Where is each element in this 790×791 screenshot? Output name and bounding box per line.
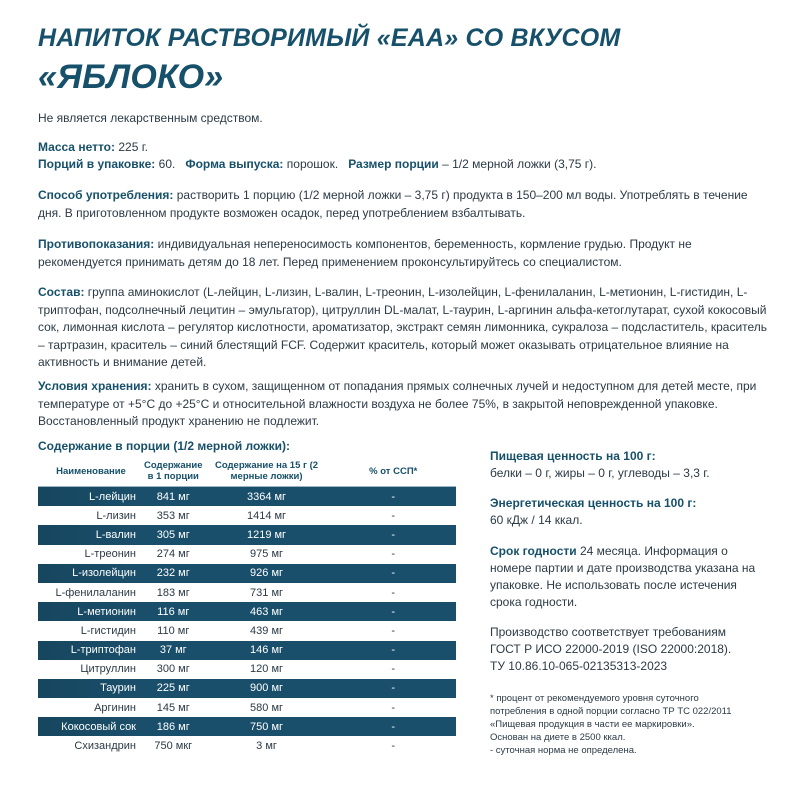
cell-percent: - xyxy=(331,487,456,507)
cell-name: L-метионин xyxy=(38,602,144,621)
portion-size-value: – 1/2 мерной ложки (3,75 г). xyxy=(442,157,597,171)
form-label: Форма выпуска: xyxy=(185,157,284,171)
cell-per-15g: 3 мг xyxy=(256,740,277,753)
table-row xyxy=(38,679,456,698)
cell-per-15g: 1414 мг xyxy=(246,509,287,522)
usage-label: Способ употребления: xyxy=(38,188,174,202)
cell-per-portion: 305 мг xyxy=(144,525,203,544)
contraindications-text: индивидуальная непереносимость компонентов, беременность, кормление грудью. Продукт не рекомендуется принимать детям до 18 лет. Перед применением проконсультируйтесь со специалистом. xyxy=(38,237,692,269)
table-row xyxy=(38,525,456,544)
cell-per-15g: 463 мг xyxy=(203,602,331,621)
cell-name: L-лейцин xyxy=(38,487,144,507)
contraindications-section xyxy=(38,236,768,271)
table-row xyxy=(38,660,456,679)
cell-name: Цитруллин xyxy=(80,663,136,676)
cell-per-15g: 120 мг xyxy=(250,663,284,676)
cell-name: L-гистидин xyxy=(80,624,136,637)
cell-per-portion: 750 мкг xyxy=(154,740,193,753)
footnote-line-4: Основан на диете в 2500 ккал. xyxy=(490,732,626,743)
header-name: Наименование xyxy=(38,456,144,487)
cell-name: L-фенилаланин xyxy=(55,586,136,599)
cell-per-15g: 900 мг xyxy=(203,679,331,698)
cell-name: L-треонин xyxy=(84,548,136,561)
net-mass-label: Масса нетто: xyxy=(38,140,116,154)
cell-per-portion: 274 мг xyxy=(156,548,190,561)
header-per-portion: Содержание в 1 порции xyxy=(144,456,203,487)
net-mass xyxy=(38,139,768,157)
cell-percent: - xyxy=(391,663,396,676)
cell-per-15g: 926 мг xyxy=(203,564,331,583)
cell-per-portion: 232 мг xyxy=(144,564,203,583)
cell-percent: - xyxy=(331,564,456,583)
cell-percent: - xyxy=(331,679,456,698)
title-line-2: «ЯБЛОКО» xyxy=(38,58,224,96)
portions-count-label: Порций в упаковке: xyxy=(38,157,156,171)
table-header-row xyxy=(38,456,456,487)
cell-percent: - xyxy=(331,602,456,621)
cell-per-15g: 439 мг xyxy=(250,624,284,637)
portion-size-label: Размер порции xyxy=(348,157,439,171)
cell-percent: - xyxy=(391,548,396,561)
footnote-line-5: - суточная норма не определена. xyxy=(490,745,637,756)
shelf-life-text: 24 месяца. Информация о номере партии и дате производства указана на упаковке. Не использовать после истечения срока годности. xyxy=(490,544,756,609)
cell-percent: - xyxy=(331,641,456,660)
composition-label: Состав: xyxy=(38,285,85,299)
cell-per-portion: 116 мг xyxy=(144,602,203,621)
cell-per-portion: 145 мг xyxy=(156,701,190,714)
shelf-life-label: Срок годности xyxy=(490,544,577,558)
cell-name: Таурин xyxy=(38,679,144,698)
cell-per-15g: 580 мг xyxy=(250,701,284,714)
cell-per-15g: 1219 мг xyxy=(203,525,331,544)
header-per-15g: Содержание на 15 г (2 мерные ложки) xyxy=(203,456,331,487)
table-row xyxy=(38,698,456,717)
net-mass-value: 225 г. xyxy=(118,140,148,154)
nutrition-value-label: Пищевая ценность на 100 г: xyxy=(490,449,656,463)
nutrition-value-section xyxy=(490,448,760,482)
storage-label: Условия хранения: xyxy=(38,379,152,393)
table-title: Содержание в порции (1/2 мерной ложки): xyxy=(38,439,291,453)
standards-line-3: ТУ 10.86.10-065-02135313-2023 xyxy=(490,659,668,673)
cell-per-portion: 353 мг xyxy=(156,509,190,522)
cell-percent: - xyxy=(391,586,396,599)
standards-line-2: ГОСТ Р ИСО 22000-2019 (ISO 22000:2018). xyxy=(490,642,732,656)
composition-text: группа аминокислот (L-лейцин, L-лизин, L-валин, L-треонин, L-изолейцин, L-фенилаланин, L-метионин, L-гистидин, L-триптофан, подсолнечный лецитин – эмульгатор), цитруллин DL-малат, L-таурин, L-аргинин альфа-кетоглутарат, сухой кокосовый сок, лимонная кислота – регулятор кислотности, ароматизатор, экстракт семян лимонника, сукралоза – подсластитель, краситель – тартразин, краситель – синий блестящий FCF. Содержит краситель, который может оказывать отрицательное влияние на активность и внимание детей. xyxy=(38,285,768,369)
table-row xyxy=(38,506,456,525)
cell-name: L-валин xyxy=(38,525,144,544)
title-line-1: НАПИТОК РАСТВОРИМЫЙ «EAA» СО ВКУСОМ xyxy=(38,24,621,52)
shelf-life-section xyxy=(490,543,758,611)
energy-value-text: 60 кДж / 14 ккал. xyxy=(490,513,583,527)
header-percent: % от ССП* xyxy=(331,456,456,487)
footnote xyxy=(490,692,780,757)
cell-percent: - xyxy=(391,701,396,714)
cell-per-portion: 110 мг xyxy=(157,624,190,637)
cell-per-15g: 146 мг xyxy=(203,641,331,660)
footnote-line-1: * процент от рекомендуемого уровня суточного xyxy=(490,693,699,704)
table-row xyxy=(38,641,456,660)
cell-per-portion: 225 мг xyxy=(144,679,203,698)
table-row xyxy=(38,583,456,602)
cell-percent: - xyxy=(331,525,456,544)
cell-per-portion: 841 мг xyxy=(144,487,203,507)
energy-value-section xyxy=(490,495,760,529)
not-medicine-note: Не является лекарственным средством. xyxy=(38,111,263,125)
energy-value-label: Энергетическая ценность на 100 г: xyxy=(490,496,697,510)
cell-per-portion: 300 мг xyxy=(156,663,190,676)
table-row xyxy=(38,717,456,736)
cell-per-15g: 731 мг xyxy=(250,586,284,599)
cell-per-15g: 3364 мг xyxy=(203,487,331,507)
composition-section xyxy=(38,284,768,372)
cell-per-15g: 975 мг xyxy=(250,548,284,561)
table-row xyxy=(38,621,456,640)
cell-per-portion: 37 мг xyxy=(144,641,203,660)
contraindications-label: Противопоказания: xyxy=(38,237,155,251)
cell-name: Аргинин xyxy=(94,701,136,714)
portions-count-value: 60. xyxy=(158,157,176,171)
table-row xyxy=(38,736,456,755)
standards-section xyxy=(490,624,760,675)
table-row xyxy=(38,487,456,507)
cell-percent: - xyxy=(391,740,396,753)
footnote-line-3: «Пищевая продукция в части ее маркировки». xyxy=(490,719,695,730)
standards-line-1: Производство соответствует требованиям xyxy=(490,625,726,639)
cell-percent: - xyxy=(331,717,456,736)
usage-text: растворить 1 порцию (1/2 мерной ложки – 3,75 г) продукта в 150–200 мл воды. Употреблять в течение дня. В приготовленном продукте возможен осадок, перед употреблением взбалтывать. xyxy=(38,188,748,220)
table-row xyxy=(38,545,456,564)
portions-line xyxy=(38,156,768,174)
cell-name: Схизандрин xyxy=(74,740,136,753)
nutrition-table xyxy=(38,456,456,756)
storage-text: хранить в сухом, защищенном от попадания прямых солнечных лучей и недоступном для детей месте, при температуре от +5°C до +25°C и относительной влажности воздуха не более 75%, в закрытой неповрежденной упаковке. Восстановленный продукт хранению не подлежит. xyxy=(38,379,757,428)
footnote-line-2: потребления в одной порции согласно ТР ТС 022/2011 xyxy=(490,706,732,717)
cell-percent: - xyxy=(391,624,396,637)
nutrition-value-text: белки – 0 г, жиры – 0 г, углеводы – 3,3 г. xyxy=(490,466,710,480)
table-row xyxy=(38,564,456,583)
storage-section xyxy=(38,378,768,431)
cell-percent: - xyxy=(391,509,396,522)
cell-per-15g: 750 мг xyxy=(203,717,331,736)
cell-name: L-триптофан xyxy=(38,641,144,660)
usage-section xyxy=(38,187,768,222)
table-body xyxy=(38,487,456,756)
cell-name: Кокосовый сок xyxy=(38,717,144,736)
form-value: порошок. xyxy=(286,157,339,171)
cell-name: L-изолейцин xyxy=(38,564,144,583)
table-row xyxy=(38,602,456,621)
cell-per-portion: 183 мг xyxy=(156,586,190,599)
cell-name: L-лизин xyxy=(96,509,136,522)
cell-per-portion: 186 мг xyxy=(144,717,203,736)
